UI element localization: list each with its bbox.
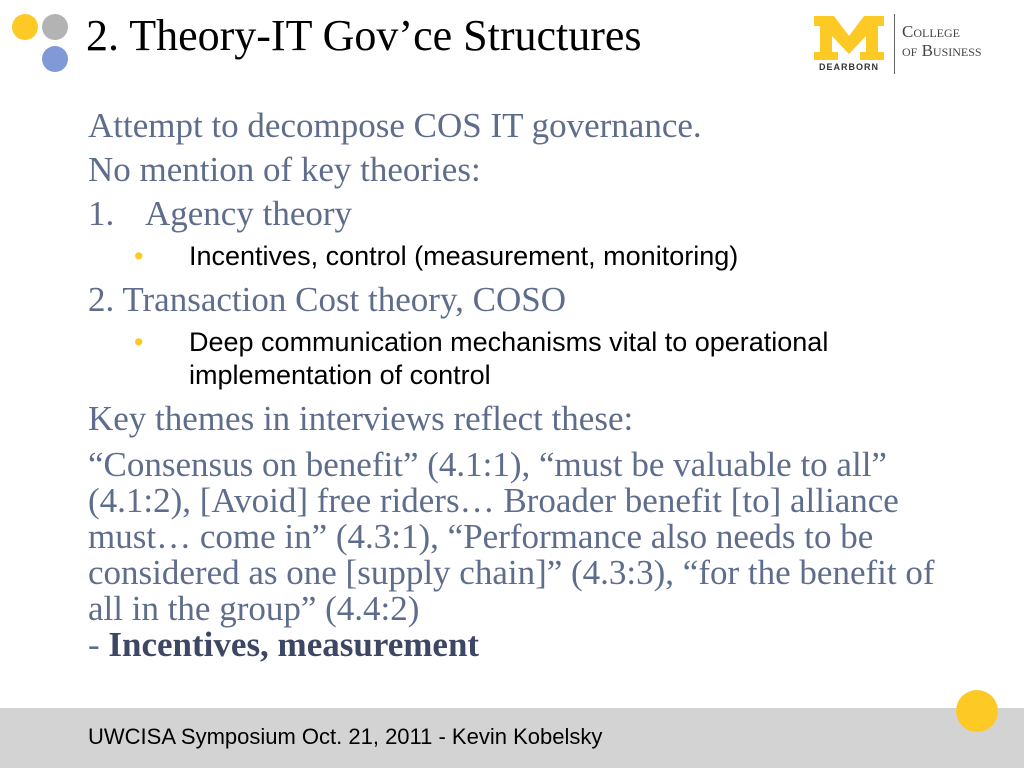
themes-heading: Key themes in interviews reflect these: (88, 399, 634, 438)
numbered-item (88, 192, 968, 236)
bullet-text: Incentives, control (measurement, monitoring) (189, 241, 739, 271)
university-m-logo (812, 12, 886, 76)
logo-college-line2: of Business (902, 41, 982, 60)
item-number: 1. (88, 194, 115, 233)
slide-body (88, 104, 968, 663)
body-line: Attempt to decompose COS IT governance. (88, 106, 702, 145)
block-m-icon (812, 12, 886, 62)
conclusion-dash: - (88, 625, 109, 664)
bullet-item (88, 240, 968, 273)
logo-college-text (902, 22, 982, 60)
decorative-blue-dot (42, 46, 68, 72)
bullet-icon: • (134, 241, 144, 271)
logo-divider (894, 14, 895, 74)
footer-bar (0, 708, 1024, 768)
conclusion-bold: Incentives, measurement (108, 625, 480, 664)
decorative-grey-dot (42, 14, 68, 40)
footer-text: UWCISA Symposium Oct. 21, 2011 - Kevin Kobelsky (88, 724, 603, 749)
quote-block (88, 447, 968, 663)
numbered-item: 2. Transaction Cost theory, COSO (88, 280, 567, 319)
logo-dearborn-text: DEARBORN (818, 62, 879, 72)
bullet-text: Deep communication mechanisms vital to operational implementation of control (189, 327, 829, 390)
body-line: No mention of key theories: (88, 150, 481, 189)
logo-college-line1: College (902, 22, 960, 41)
quote-text: “Consensus on benefit” (4.1:1), “must be valuable to all” (4.1:2), [Avoid] free riders… Broader benefit [to] alliance must… come in” (4.3:1), “Performance also needs to be considered as one [supply chain]” (4.3:3), “for the benefit of all in the group” (4.4:2) (88, 445, 935, 628)
decorative-yellow-dot (12, 14, 38, 40)
slide-title: 2. Theory-IT Gov’ce Structures (86, 11, 642, 60)
bullet-item (88, 326, 968, 392)
college-logo (812, 12, 1017, 76)
item-text: Agency theory (145, 194, 353, 233)
footer-yellow-dot (956, 690, 998, 732)
bullet-icon: • (134, 327, 144, 357)
